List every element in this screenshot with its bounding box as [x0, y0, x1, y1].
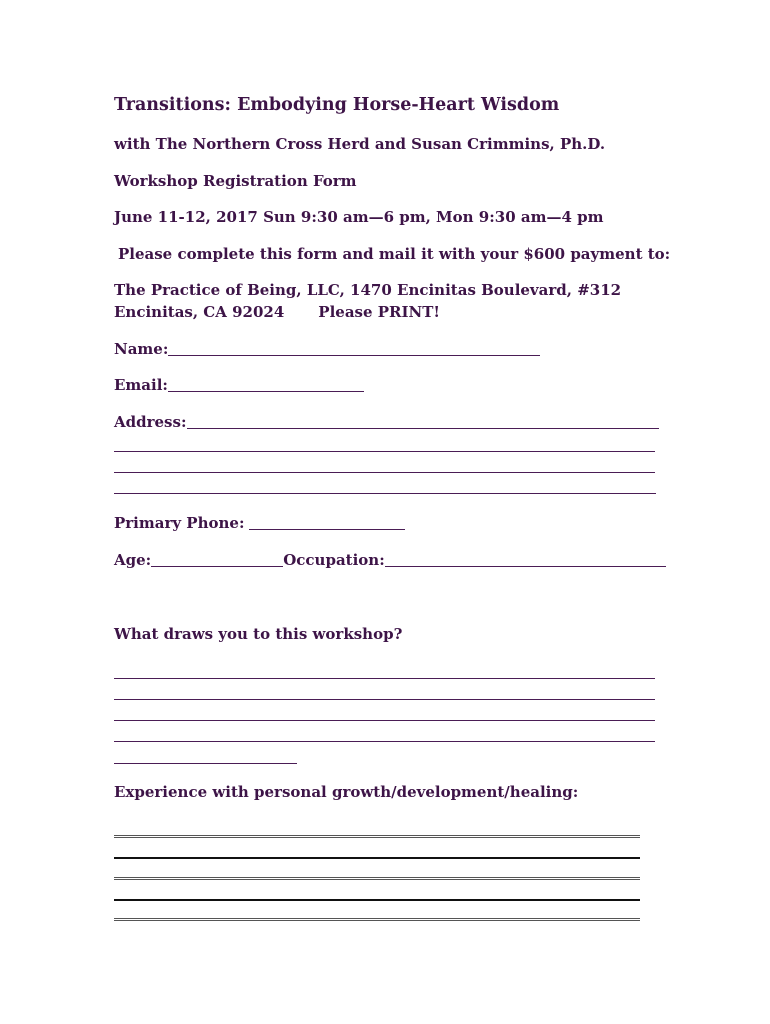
answer1-line-4[interactable] [114, 741, 655, 742]
occupation-blank[interactable] [385, 565, 666, 567]
email-label: Email: [114, 376, 168, 394]
form-name: Workshop Registration Form [114, 172, 357, 190]
address-blank-1[interactable] [187, 427, 659, 429]
answer1-line-5[interactable] [114, 763, 297, 764]
phone-label: Primary Phone: [114, 514, 245, 532]
name-field[interactable] [114, 340, 540, 358]
phone-blank[interactable] [249, 528, 405, 530]
address-blank-2[interactable] [114, 451, 655, 452]
answer2-line-2[interactable] [114, 857, 640, 859]
age-label: Age: [114, 551, 152, 569]
mailing-address-line1: The Practice of Being, LLC, 1470 Encinitas Boulevard, #312 [114, 281, 622, 299]
email-blank[interactable] [168, 390, 364, 392]
workshop-dates: June 11-12, 2017 Sun 9:30 am—6 pm, Mon 9:30 am—4 pm [114, 208, 604, 226]
answer2-line-4[interactable] [114, 899, 640, 901]
city-state-zip: Encinitas, CA 92024 [114, 303, 285, 321]
mail-instructions: Please complete this form and mail it with your $600 payment to: [118, 245, 671, 263]
name-label: Name: [114, 340, 169, 358]
address-field[interactable] [114, 413, 659, 431]
phone-field[interactable] [114, 514, 405, 532]
question-what-draws-you: What draws you to this workshop? [114, 625, 403, 643]
address-label: Address: [114, 413, 187, 431]
email-field[interactable] [114, 376, 364, 394]
form-title: Transitions: Embodying Horse-Heart Wisdom [114, 95, 560, 115]
age-blank[interactable] [151, 565, 283, 567]
answer2-line-1[interactable] [114, 835, 640, 838]
answer1-line-2[interactable] [114, 699, 655, 700]
answer2-line-3[interactable] [114, 877, 640, 880]
address-blank-4[interactable] [114, 493, 656, 494]
age-occupation-field[interactable] [114, 551, 666, 569]
answer2-line-5[interactable] [114, 918, 640, 921]
question-experience: Experience with personal growth/development/healing: [114, 783, 579, 801]
name-blank[interactable] [168, 354, 540, 356]
answer1-line-1[interactable] [114, 678, 655, 679]
occupation-label: Occupation: [283, 551, 385, 569]
answer1-line-3[interactable] [114, 720, 655, 721]
address-blank-3[interactable] [114, 472, 655, 473]
print-note: Please PRINT! [318, 303, 440, 321]
facilitator-line: with The Northern Cross Herd and Susan Crimmins, Ph.D. [114, 135, 606, 153]
mailing-address-line2 [114, 303, 440, 321]
